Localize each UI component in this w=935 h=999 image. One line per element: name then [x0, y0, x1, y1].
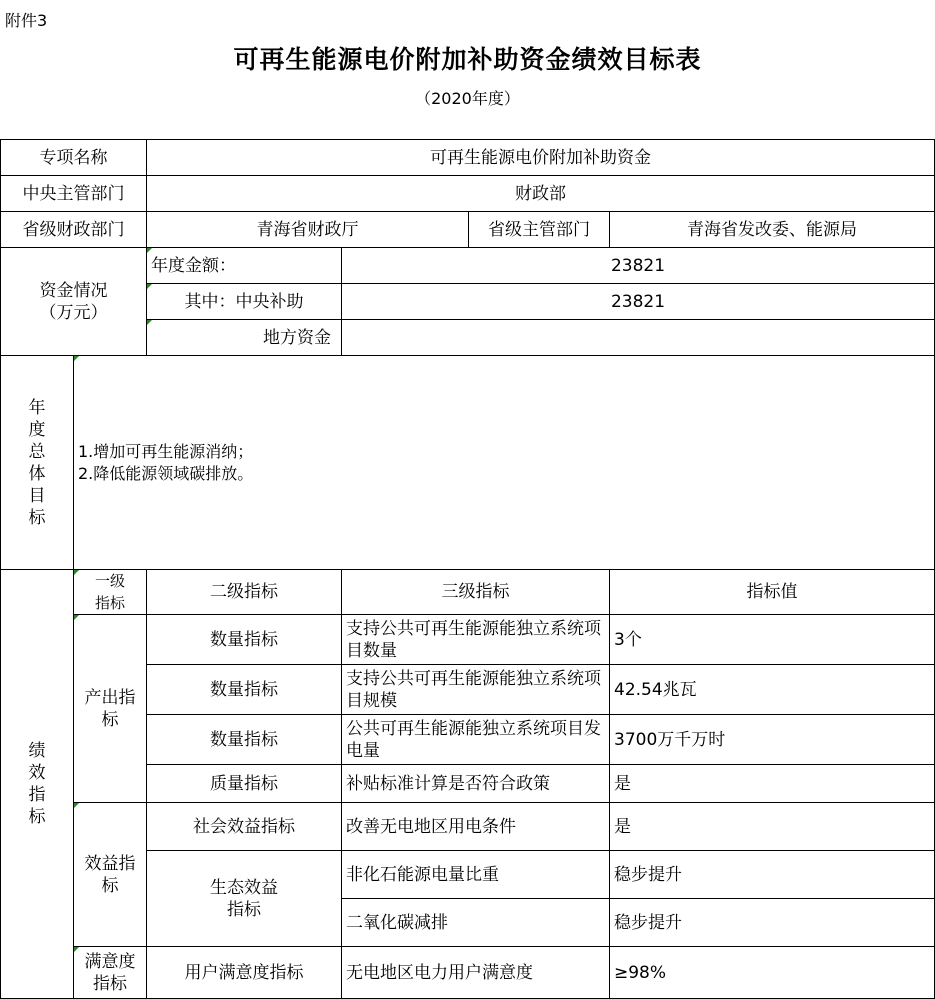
- benefit-indicator-label: [74, 803, 147, 947]
- objectives-char: 目: [28, 485, 46, 506]
- level2-cell: 质量指标: [147, 765, 342, 803]
- output-label-line1: 产出指: [84, 687, 136, 708]
- central-dept-value: 财政部: [147, 176, 935, 212]
- objectives-content: [74, 356, 935, 570]
- annual-amount-label: 年度金额：: [147, 248, 342, 284]
- objective-line-1: 1.增加可再生能源消纳；: [78, 441, 254, 461]
- eco-level2-cell: [147, 851, 342, 947]
- value-cell: 稳步提升: [610, 899, 935, 947]
- project-value: 可再生能源电价附加补助资金: [147, 140, 935, 176]
- level3-header: 三级指标: [342, 570, 610, 615]
- value-cell: 稳步提升: [610, 851, 935, 899]
- central-subsidy-value: 23821: [342, 284, 935, 320]
- level3-cell: 公共可再生能源能独立系统项目发电量: [342, 715, 610, 765]
- indicator-header-row: [1, 570, 935, 615]
- level3-cell: 非化石能源电量比重: [342, 851, 610, 899]
- attachment-label: 附件3: [5, 11, 48, 30]
- level1-header: [74, 570, 147, 615]
- project-label: 专项名称: [1, 140, 147, 176]
- prov-finance-value: 青海省财政厅: [147, 212, 469, 248]
- page-title: 可再生能源电价附加补助资金绩效目标表: [233, 45, 702, 74]
- level1-header-line1: 一级: [94, 572, 125, 590]
- funds-label-line2: （万元）: [39, 302, 108, 323]
- level2-cell: 数量指标: [147, 615, 342, 665]
- central-subsidy-label: 其中：中央补助: [147, 284, 342, 320]
- level1-header-line2: 指标: [94, 594, 125, 612]
- objectives-char: 总: [28, 441, 46, 462]
- local-funds-value: [342, 320, 935, 356]
- value-cell: 42.54兆瓦: [610, 665, 935, 715]
- provincial-row: [1, 212, 935, 248]
- prov-dept-label: 省级主管部门: [469, 212, 610, 248]
- prov-dept-value: 青海省发改委、能源局: [610, 212, 935, 248]
- satisfaction-label-line2: 指标: [93, 973, 127, 994]
- central-dept-row: [1, 176, 935, 212]
- value-cell: 是: [610, 803, 935, 851]
- value-header: 指标值: [610, 570, 935, 615]
- local-funds-label: 地方资金: [147, 320, 342, 356]
- annual-amount-value: 23821: [342, 248, 935, 284]
- level2-cell: 数量指标: [147, 715, 342, 765]
- satisfaction-label-line1: 满意度: [84, 951, 136, 972]
- funds-annual-row: [1, 248, 935, 284]
- objectives-row: [1, 356, 935, 570]
- benefit-label-line2: 标: [101, 875, 119, 896]
- objectives-char: 体: [28, 463, 46, 484]
- output-label-line2: 标: [101, 709, 119, 730]
- level3-cell: 补贴标准计算是否符合政策: [342, 765, 610, 803]
- objectives-char: 年: [28, 397, 46, 418]
- level2-header: 二级指标: [147, 570, 342, 615]
- level2-cell: 社会效益指标: [147, 803, 342, 851]
- performance-char: 效: [28, 763, 46, 783]
- eco-level2-line1: 生态效益: [210, 877, 278, 898]
- value-cell: ≥98%: [610, 947, 935, 999]
- indicator-row: [1, 947, 935, 999]
- performance-label: [1, 570, 74, 999]
- objectives-char: 标: [28, 507, 46, 528]
- objective-line-2: 2.降低能源领域碳排放。: [78, 463, 254, 483]
- value-cell: 是: [610, 765, 935, 803]
- value-cell: 3个: [610, 615, 935, 665]
- level2-cell: 数量指标: [147, 665, 342, 715]
- eco-level2-line2: 指标: [227, 899, 261, 920]
- indicator-row: [1, 803, 935, 851]
- performance-char: 指: [28, 785, 46, 805]
- objectives-char: 度: [28, 419, 46, 440]
- performance-char: 绩: [28, 741, 46, 761]
- prov-finance-label: 省级财政部门: [1, 212, 147, 248]
- performance-char: 标: [28, 807, 46, 827]
- year-label: （2020年度）: [415, 89, 520, 108]
- level3-cell: 二氧化碳减排: [342, 899, 610, 947]
- performance-table: [0, 139, 935, 999]
- central-dept-label: 中央主管部门: [1, 176, 147, 212]
- level3-cell: 支持公共可再生能源能独立系统项目规模: [342, 665, 610, 715]
- level3-cell: 无电地区电力用户满意度: [342, 947, 610, 999]
- value-cell: 3700万千万时: [610, 715, 935, 765]
- output-indicator-label: [74, 615, 147, 803]
- level3-cell: 支持公共可再生能源能独立系统项目数量: [342, 615, 610, 665]
- indicator-row: [1, 615, 935, 665]
- benefit-label-line1: 效益指: [84, 853, 136, 874]
- level3-cell: 改善无电地区用电条件: [342, 803, 610, 851]
- funds-label: [1, 248, 147, 356]
- objectives-label: [1, 356, 74, 570]
- project-row: [1, 140, 935, 176]
- satisfaction-indicator-label: [74, 947, 147, 999]
- funds-label-line1: 资金情况: [39, 280, 108, 301]
- level2-cell: 用户满意度指标: [147, 947, 342, 999]
